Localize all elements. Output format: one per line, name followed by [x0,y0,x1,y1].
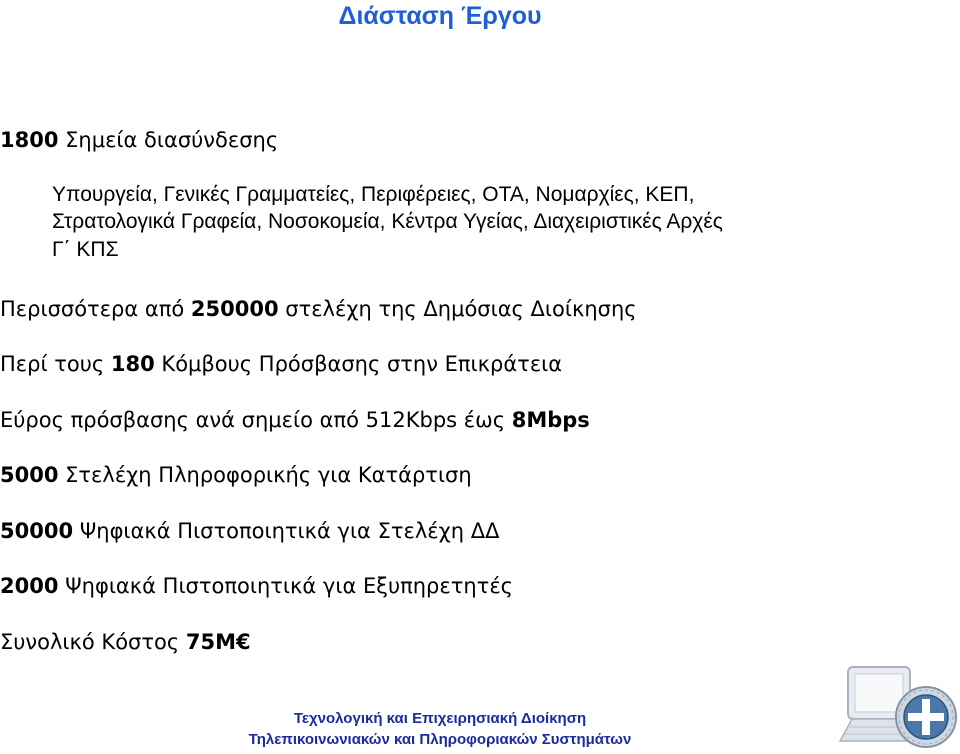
item-points [0,127,278,153]
nodes-number: 180 [110,352,155,376]
staff-post: στελέχη της Δημόσιας Διοίκησης [278,297,637,321]
certs-servers-text: Ψηφιακά Πιστοποιητικά για Εξυπηρετητές [58,574,513,598]
item-staff [0,296,637,322]
staff-number: 250000 [190,297,279,321]
item-cost [0,629,251,655]
points-sub-line2: Στρατολογικά Γραφεία, Νοσοκομεία, Κέντρα Υγείας, Διαχειριστικές Αρχές [52,210,723,233]
staff-pre: Περισσότερα από [0,297,191,321]
cost-pre: Συνολικό Κόστος [0,630,186,654]
emblem-logo-icon [830,655,960,750]
nodes-pre: Περί τους [0,352,111,376]
points-sub-line3: Γ΄ ΚΠΣ [52,238,119,261]
points-sub-line1: Υπουργεία, Γενικές Γραμματείες, Περιφέρειες, ΟΤΑ, Νομαρχίες, ΚΕΠ, [52,183,695,206]
item-training [0,462,472,488]
item-certs-servers [0,573,513,599]
bandwidth-pre: Εύρος πρόσβασης ανά σημείο από 512Kbps έως [0,408,512,432]
certs-staff-text: Ψηφιακά Πιστοποιητικά για Στελέχη ΔΔ [73,519,500,543]
page-title: Διάσταση Έργου [338,2,542,30]
footer-line1: Τεχνολογική και Επιχειρησιακή Διοίκηση [293,710,587,727]
points-number: 1800 [0,128,59,152]
certs-staff-number: 50000 [0,519,74,543]
footer-line2: Τηλεπικοινωνιακών και Πληροφοριακών Συστημάτων [248,731,632,748]
item-certs-staff [0,518,499,544]
training-text: Στελέχη Πληροφορικής για Κατάρτιση [58,463,472,487]
certs-servers-number: 2000 [0,574,59,598]
nodes-post: Κόμβους Πρόσβασης στην Επικράτεια [154,352,563,376]
points-text: Σημεία διασύνδεσης [58,128,279,152]
training-number: 5000 [0,463,59,487]
item-bandwidth [0,407,590,433]
item-nodes [0,351,562,377]
cost-bold: 75M€ [185,630,251,654]
bandwidth-bold: 8Mbps [511,408,590,432]
